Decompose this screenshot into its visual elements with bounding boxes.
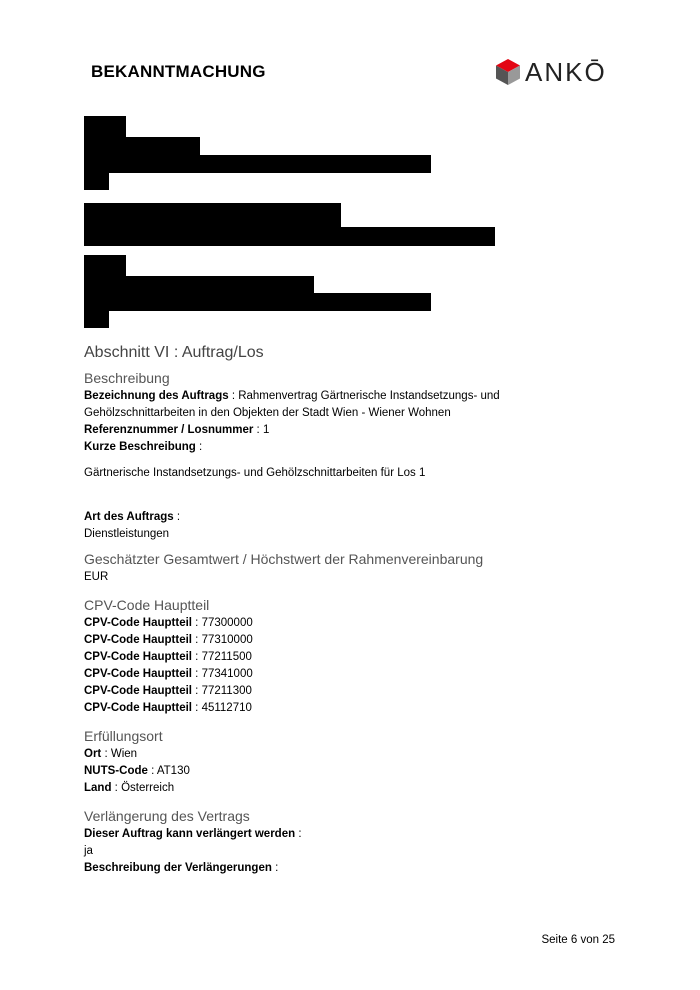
land-line: Land : Österreich	[84, 782, 175, 794]
cpv-line: CPV-Code Hauptteil : 77211300	[84, 685, 252, 697]
section-title: Abschnitt VI : Auftrag/Los	[84, 344, 264, 361]
cpv-line: CPV-Code Hauptteil : 77310000	[84, 634, 253, 646]
kurz-label-line: Kurze Beschreibung :	[84, 441, 203, 453]
cpv-line: CPV-Code Hauptteil : 77341000	[84, 668, 253, 680]
ort-line: Ort : Wien	[84, 748, 138, 760]
kurz-text: Gärtnerische Instandsetzungs- und Gehölzschnittarbeiten für Los 1	[84, 467, 426, 479]
cpv-line: CPV-Code Hauptteil : 77211500	[84, 651, 252, 663]
currency: EUR	[84, 571, 109, 583]
art-value: Dienstleistungen	[84, 528, 170, 540]
verlaengerung-beschreibung: Beschreibung der Verlängerungen :	[84, 862, 279, 874]
beschreibung-heading: Beschreibung	[84, 370, 170, 386]
bezeichnung-line: Bezeichnung des Auftrags : Rahmenvertrag Gärtnerische Instandsetzungs- und	[84, 390, 500, 402]
verlaengerung-question: Dieser Auftrag kann verlängert werden :	[84, 828, 302, 840]
art-label-line: Art des Auftrags :	[84, 511, 181, 523]
nuts-line: NUTS-Code : AT130	[84, 765, 190, 777]
cube-logo-icon	[495, 58, 521, 86]
verlaengerung-heading: Verlängerung des Vertrags	[84, 808, 250, 824]
logo-text: ANKŌ	[525, 57, 607, 87]
ort-heading: Erfüllungsort	[84, 728, 163, 744]
referenz-line: Referenznummer / Losnummer : 1	[84, 424, 270, 436]
cpv-heading: CPV-Code Hauptteil	[84, 597, 210, 613]
page-number: Seite 6 von 25	[541, 934, 615, 946]
section-content	[84, 342, 624, 877]
cpv-line: CPV-Code Hauptteil : 45112710	[84, 702, 252, 714]
bezeichnung-line-2: Gehölzschnittarbeiten in den Objekten der Stadt Wien - Wiener Wohnen	[84, 407, 451, 419]
anko-logo	[495, 58, 607, 86]
wert-heading: Geschätzter Gesamtwert / Höchstwert der Rahmenvereinbarung	[84, 551, 484, 567]
cpv-line: CPV-Code Hauptteil : 77300000	[84, 617, 253, 629]
page-header-title: BEKANNTMACHUNG	[91, 62, 266, 81]
verlaengerung-value: ja	[84, 845, 93, 857]
